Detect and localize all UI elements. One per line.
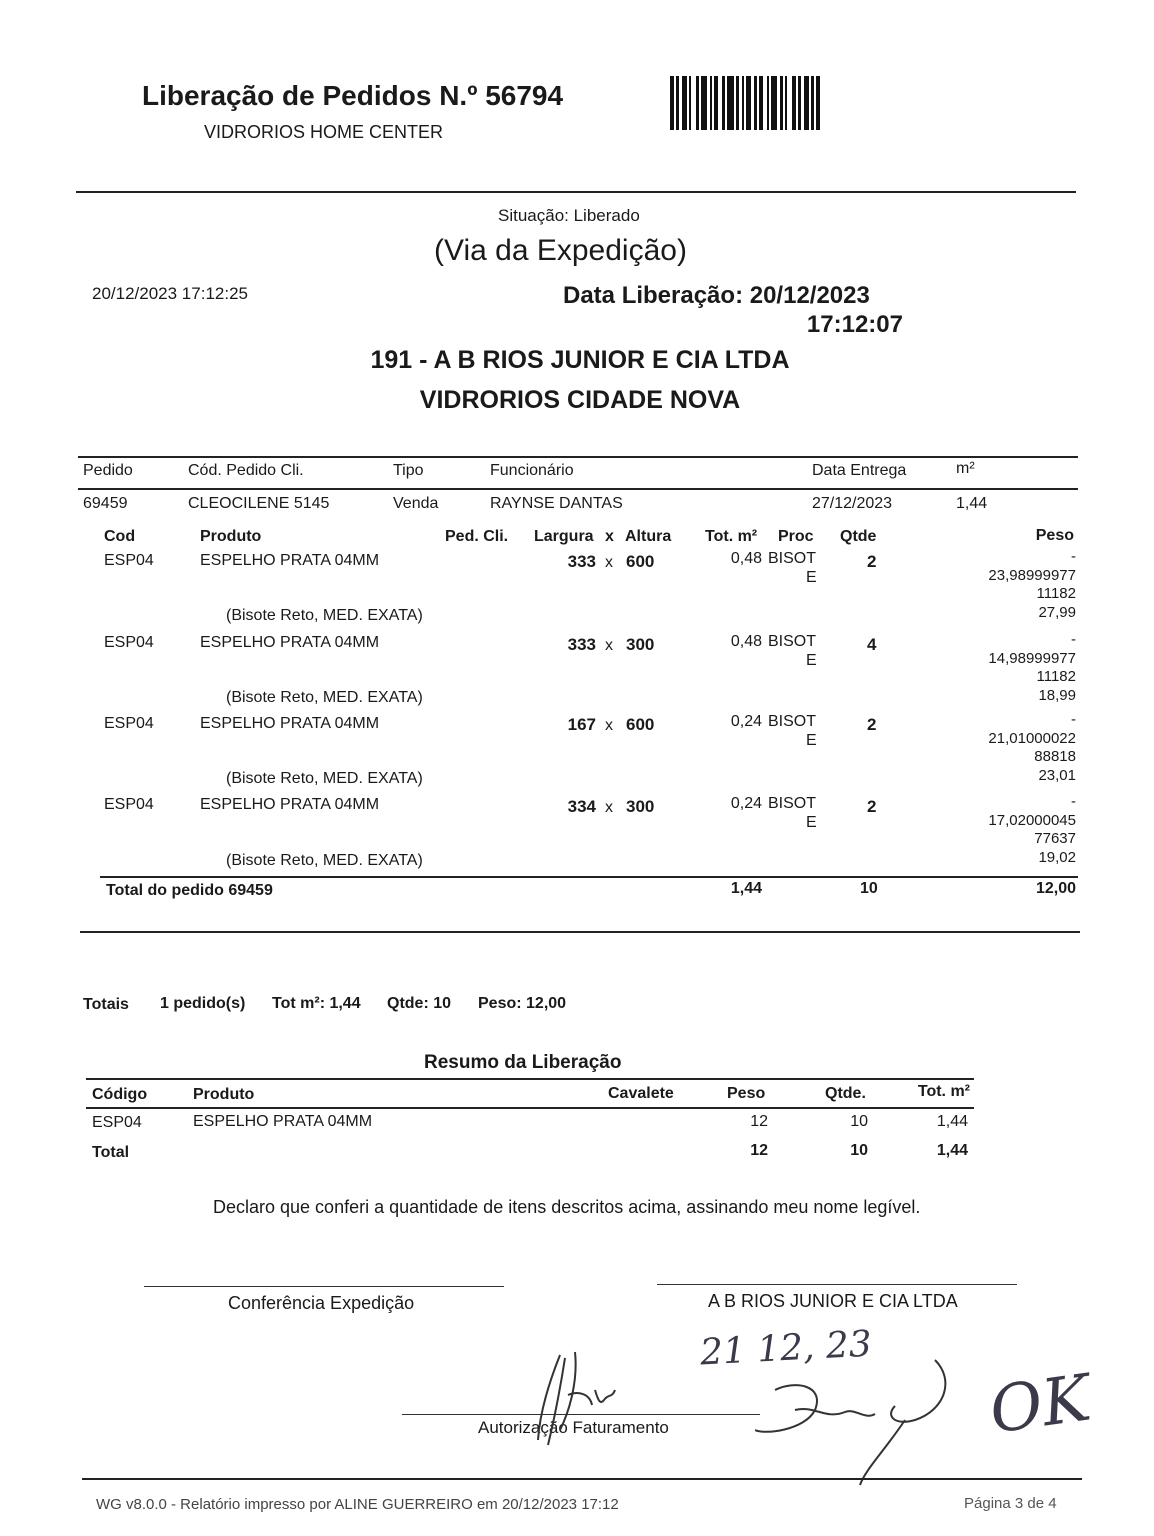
item-tot-m2: 0,48 bbox=[730, 633, 762, 650]
item-peso-dash: - bbox=[1071, 711, 1076, 728]
value-pedido: 69459 bbox=[83, 495, 128, 512]
item-peso-total: 27,99 bbox=[1038, 604, 1076, 621]
client-branch: VIDRORIOS CIDADE NOVA bbox=[419, 386, 741, 414]
divider bbox=[78, 456, 1078, 458]
item-qtde: 2 bbox=[867, 715, 877, 734]
resumo-total-peso: 12 bbox=[750, 1142, 768, 1159]
handwritten-ok: OK bbox=[985, 1361, 1095, 1449]
item-largura: 334 bbox=[567, 797, 596, 816]
label-tipo: Tipo bbox=[393, 462, 424, 479]
col-cod: Cod bbox=[104, 528, 136, 545]
col-x: x bbox=[605, 528, 614, 545]
resumo-row-tot-m2: 1,44 bbox=[936, 1113, 968, 1130]
item-largura: 167 bbox=[567, 715, 596, 734]
item-qtde: 2 bbox=[867, 552, 877, 571]
value-cod-pedido-cli: CLEOCILENE 5145 bbox=[188, 495, 330, 512]
resumo-row-qtde: 10 bbox=[850, 1113, 868, 1130]
item-note: (Bisote Reto, MED. EXATA) bbox=[226, 852, 423, 869]
item-cod: ESP04 bbox=[104, 715, 154, 732]
item-peso-cont: 11182 bbox=[1036, 668, 1076, 685]
item-note: (Bisote Reto, MED. EXATA) bbox=[226, 770, 423, 787]
item-peso-cont: 11182 bbox=[1036, 585, 1076, 602]
item-qtde: 2 bbox=[867, 797, 877, 816]
item-cod: ESP04 bbox=[104, 552, 154, 569]
signature-label-conferencia: Conferência Expedição bbox=[228, 1293, 415, 1313]
order-total-qtde: 10 bbox=[860, 880, 878, 897]
label-cod-pedido-cli: Cód. Pedido Cli. bbox=[188, 462, 304, 479]
value-tipo: Venda bbox=[393, 495, 439, 512]
item-largura: 333 bbox=[567, 635, 596, 654]
resumo-title: Resumo da Liberação bbox=[424, 1052, 622, 1073]
label-m2: m² bbox=[956, 460, 975, 477]
item-peso-cont: 88818 bbox=[1034, 748, 1076, 765]
label-pedido: Pedido bbox=[83, 462, 133, 479]
signature-label-autorizacao: Autorização Faturamento bbox=[478, 1418, 669, 1437]
item-peso: 21,01000022 bbox=[988, 730, 1076, 747]
item-peso: 14,98999977 bbox=[988, 650, 1076, 667]
item-peso-total: 18,99 bbox=[1038, 687, 1076, 704]
item-proc-cont: E bbox=[806, 732, 817, 749]
resumo-total-tot-m2: 1,44 bbox=[936, 1142, 968, 1159]
item-altura: 600 bbox=[626, 552, 655, 571]
item-proc-cont: E bbox=[806, 814, 817, 831]
col-produto: Produto bbox=[200, 528, 262, 545]
item-proc-cont: E bbox=[806, 569, 817, 586]
item-x: x bbox=[605, 799, 613, 816]
value-m2: 1,44 bbox=[956, 495, 988, 512]
resumo-col-cavalete: Cavalete bbox=[608, 1085, 674, 1102]
signature-line-conferencia bbox=[144, 1286, 504, 1287]
status-situacao: Situação: Liberado bbox=[498, 206, 640, 225]
item-tot-m2: 0,24 bbox=[730, 795, 762, 812]
item-proc: BISOT bbox=[768, 550, 817, 567]
item-qtde: 4 bbox=[867, 635, 877, 654]
item-peso-dash: - bbox=[1071, 548, 1076, 565]
item-peso-cont: 77637 bbox=[1034, 830, 1076, 847]
item-cod: ESP04 bbox=[104, 796, 154, 813]
label-funcionario: Funcionário bbox=[490, 462, 574, 479]
value-data-entrega: 27/12/2023 bbox=[812, 495, 893, 512]
declaration-text: Declaro que conferi a quantidade de itens descritos acima, assinando meu nome legível. bbox=[213, 1197, 921, 1217]
resumo-total-qtde: 10 bbox=[850, 1142, 868, 1159]
item-produto: ESPELHO PRATA 04MM bbox=[200, 715, 380, 732]
divider bbox=[86, 1078, 974, 1080]
item-peso-dash: - bbox=[1071, 631, 1076, 648]
resumo-row-produto: ESPELHO PRATA 04MM bbox=[193, 1113, 373, 1130]
data-liberacao-label: Data Liberação: bbox=[563, 282, 744, 309]
item-largura: 333 bbox=[567, 552, 596, 571]
via-label: (Via da Expedição) bbox=[434, 234, 687, 267]
col-altura: Altura bbox=[625, 528, 672, 545]
item-peso-dash: - bbox=[1071, 793, 1076, 810]
col-proc: Proc bbox=[778, 528, 814, 545]
item-proc: BISOT bbox=[768, 633, 817, 650]
col-largura: Largura bbox=[534, 528, 594, 545]
item-peso: 23,98999977 bbox=[988, 567, 1076, 584]
resumo-col-codigo: Código bbox=[92, 1086, 148, 1103]
item-altura: 600 bbox=[626, 715, 655, 734]
col-peso: Peso bbox=[1035, 527, 1074, 544]
order-total-m2: 1,44 bbox=[730, 880, 762, 897]
document-title: Liberação de Pedidos N.º 56794 bbox=[142, 80, 564, 111]
signature-line-company bbox=[657, 1284, 1017, 1285]
resumo-col-peso: Peso bbox=[727, 1085, 766, 1102]
item-tot-m2: 0,24 bbox=[730, 713, 762, 730]
item-x: x bbox=[605, 554, 613, 571]
resumo-total-label: Total bbox=[92, 1144, 130, 1161]
handwritten-date: 21 12, 23 bbox=[699, 1323, 873, 1374]
divider bbox=[76, 191, 1076, 193]
totais-m2: Tot m²: 1,44 bbox=[272, 995, 361, 1012]
totais-pedidos: 1 pedido(s) bbox=[160, 995, 246, 1012]
divider bbox=[80, 931, 1080, 933]
company-name: VIDRORIOS HOME CENTER bbox=[204, 122, 444, 142]
item-peso-total: 19,02 bbox=[1038, 849, 1076, 866]
item-altura: 300 bbox=[626, 635, 655, 654]
item-tot-m2: 0,48 bbox=[730, 550, 762, 567]
order-total-peso: 12,00 bbox=[1035, 880, 1076, 897]
item-altura: 300 bbox=[626, 797, 655, 816]
col-tot-m2: Tot. m² bbox=[705, 528, 758, 545]
item-x: x bbox=[605, 637, 613, 654]
footer-page: Página 3 de 4 bbox=[964, 1495, 1057, 1512]
signature-scribble-aline bbox=[520, 1350, 640, 1450]
resumo-col-qtde: Qtde. bbox=[825, 1085, 866, 1102]
item-proc-cont: E bbox=[806, 652, 817, 669]
item-proc: BISOT bbox=[768, 795, 817, 812]
item-note: (Bisote Reto, MED. EXATA) bbox=[226, 689, 423, 706]
item-produto: ESPELHO PRATA 04MM bbox=[200, 552, 380, 569]
item-cod: ESP04 bbox=[104, 634, 154, 651]
data-liberacao-date: 20/12/2023 bbox=[749, 282, 870, 309]
value-funcionario: RAYNSE DANTAS bbox=[490, 495, 623, 512]
divider bbox=[100, 876, 1078, 878]
col-ped-cli: Ped. Cli. bbox=[445, 528, 509, 545]
order-total-label: Total do pedido 69459 bbox=[106, 882, 273, 899]
item-peso-total: 23,01 bbox=[1038, 767, 1076, 784]
divider bbox=[86, 1107, 974, 1109]
col-qtde: Qtde bbox=[840, 528, 877, 545]
signature-label-company: A B RIOS JUNIOR E CIA LTDA bbox=[708, 1291, 958, 1311]
footer-printed-by: WG v8.0.0 - Relatório impresso por ALINE GUERREIRO em 20/12/2023 17:12 bbox=[96, 1496, 619, 1513]
totais-qtde: Qtde: 10 bbox=[387, 995, 452, 1012]
item-peso: 17,02000045 bbox=[988, 812, 1076, 829]
resumo-col-tot-m2: Tot. m² bbox=[917, 1083, 970, 1100]
totais-label: Totais bbox=[83, 996, 129, 1013]
item-proc: BISOT bbox=[768, 713, 817, 730]
resumo-col-produto: Produto bbox=[193, 1086, 255, 1103]
item-produto: ESPELHO PRATA 04MM bbox=[200, 796, 380, 813]
print-datetime: 20/12/2023 17:12:25 bbox=[92, 284, 248, 303]
signature-scribble-company bbox=[755, 1350, 975, 1490]
data-liberacao-time: 17:12:07 bbox=[806, 311, 903, 338]
resumo-row-codigo: ESP04 bbox=[92, 1114, 142, 1131]
client-name: 191 - A B RIOS JUNIOR E CIA LTDA bbox=[370, 346, 790, 374]
item-note: (Bisote Reto, MED. EXATA) bbox=[226, 607, 423, 624]
totais-peso: Peso: 12,00 bbox=[478, 995, 567, 1012]
divider bbox=[82, 1478, 1082, 1480]
resumo-row-peso: 12 bbox=[750, 1113, 768, 1130]
label-data-entrega: Data Entrega bbox=[812, 462, 907, 479]
divider bbox=[78, 488, 1078, 490]
item-x: x bbox=[605, 717, 613, 734]
barcode bbox=[670, 76, 848, 130]
item-produto: ESPELHO PRATA 04MM bbox=[200, 634, 380, 651]
